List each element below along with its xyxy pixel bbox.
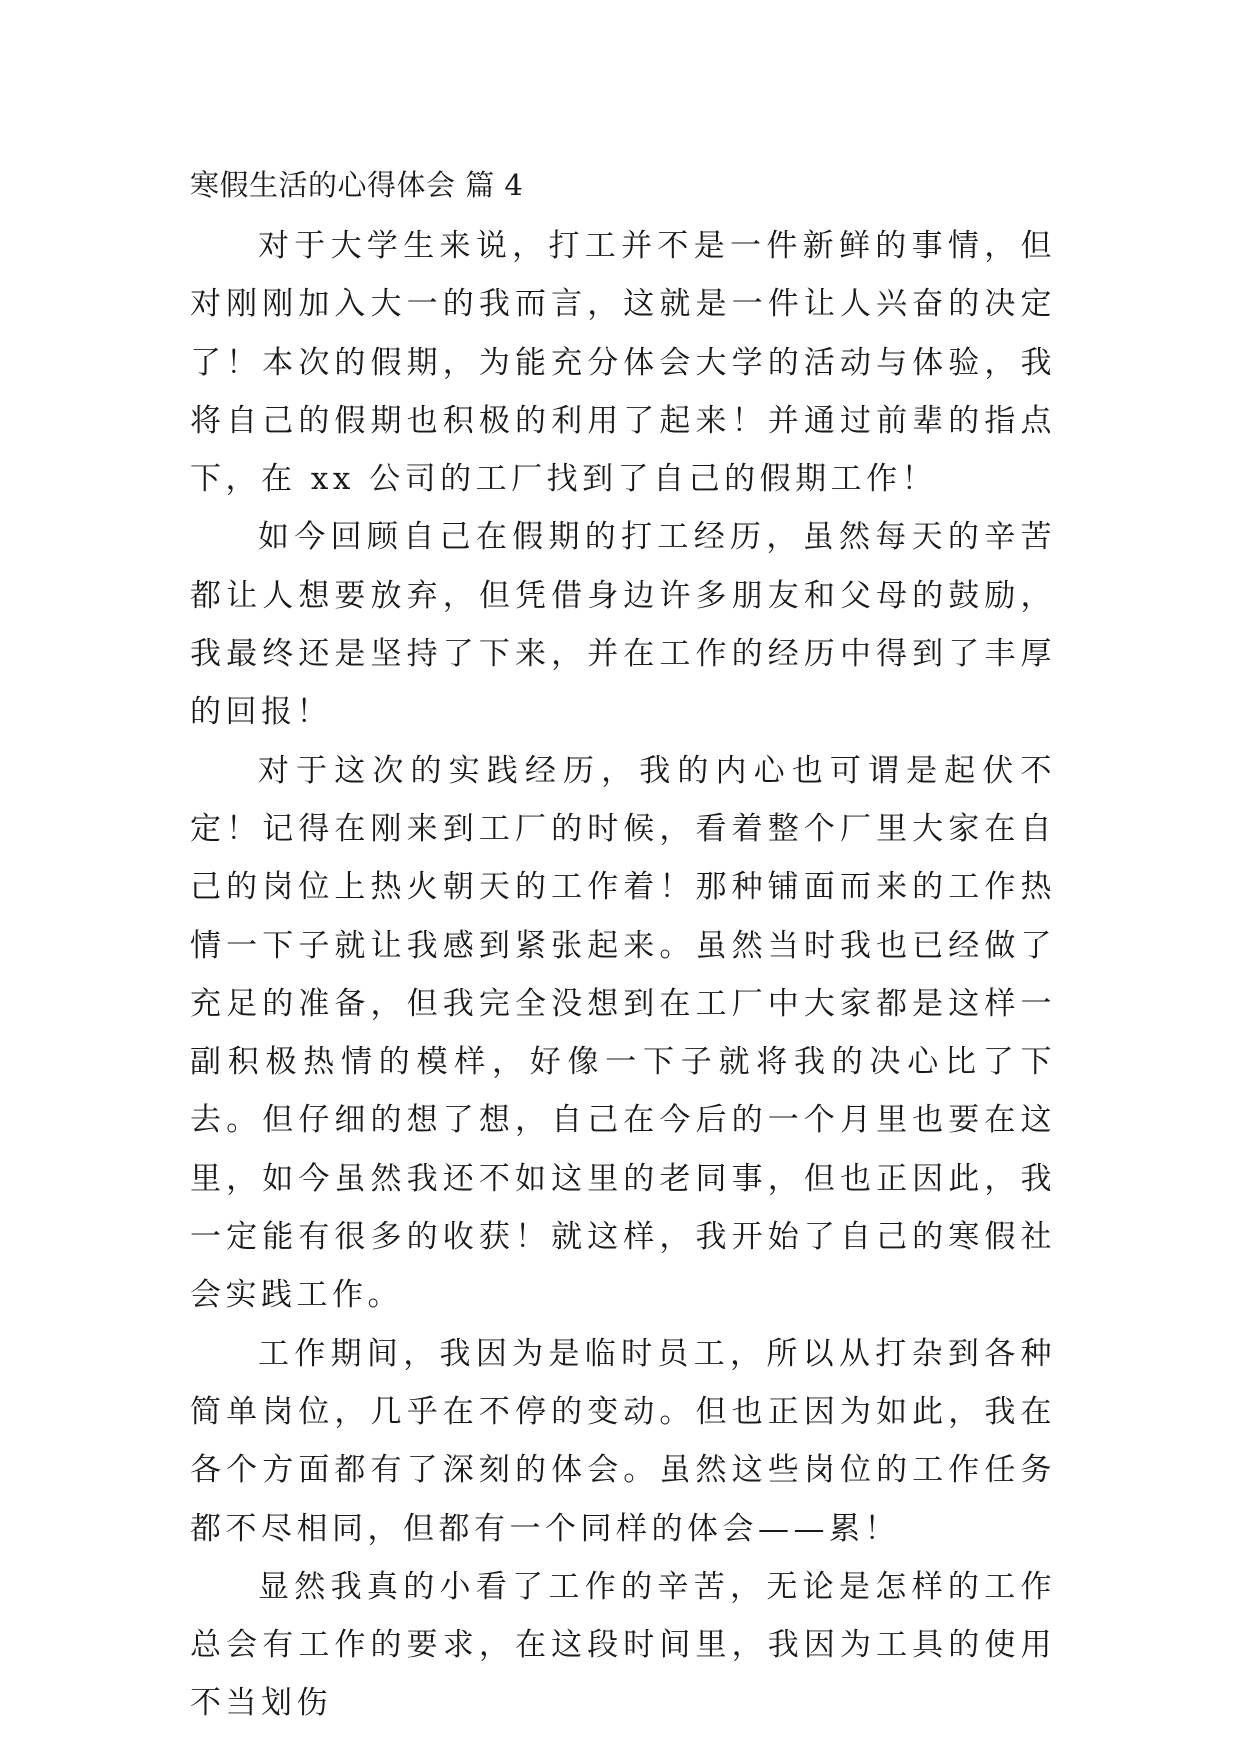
paragraph: 显然我真的小看了工作的辛苦，无论是怎样的工作总会有工作的要求，在这段时间里，我因为工具的使用不当划伤 [190, 1568, 1056, 1722]
paragraph: 对于大学生来说，打工并不是一件新鲜的事情，但对刚刚加入大一的我而言，这就是一件让人兴奋的决定了！本次的假期，为能充分体会大学的活动与体验，我将自己的假期也积极的利用了起来！并通过前辈的指点下，在 xx 公司的工厂找到了自己的假期工作！ [190, 228, 1056, 498]
paragraph: 如今回顾自己在假期的打工经历，虽然每天的辛苦都让人想要放弃，但凭借身边许多朋友和父母的鼓励，我最终还是坚持了下来，并在工作的经历中得到了丰厚的回报！ [190, 519, 1056, 731]
paragraph: 工作期间，我因为是临时员工，所以从打杂到各种简单岗位，几乎在不停的变动。但也正因为如此，我在各个方面都有了深刻的体会。虽然这些岗位的工作任务都不尽相同，但都有一个同样的体会——累！ [190, 1335, 1056, 1547]
paragraph: 对于这次的实践经历，我的内心也可谓是起伏不定！记得在刚来到工厂的时候，看着整个厂里大家在自己的岗位上热火朝天的工作着！那种铺面而来的工作热情一下子就让我感到紧张起来。虽然当时我也已经做了充足的准备，但我完全没想到在工厂中大家都是这样一副积极热情的模样，好像一下子就将我的决心比了下去。但仔细的想了想，自己在今后的一个月里也要在这里，如今虽然我还不如这里的老同事，但也正因此，我一定能有很多的收获！就这样，我开始了自己的寒假社会实践工作。 [190, 752, 1056, 1314]
document-title: 寒假生活的心得体会 篇 4 [190, 168, 524, 202]
document-body [190, 217, 1056, 1733]
